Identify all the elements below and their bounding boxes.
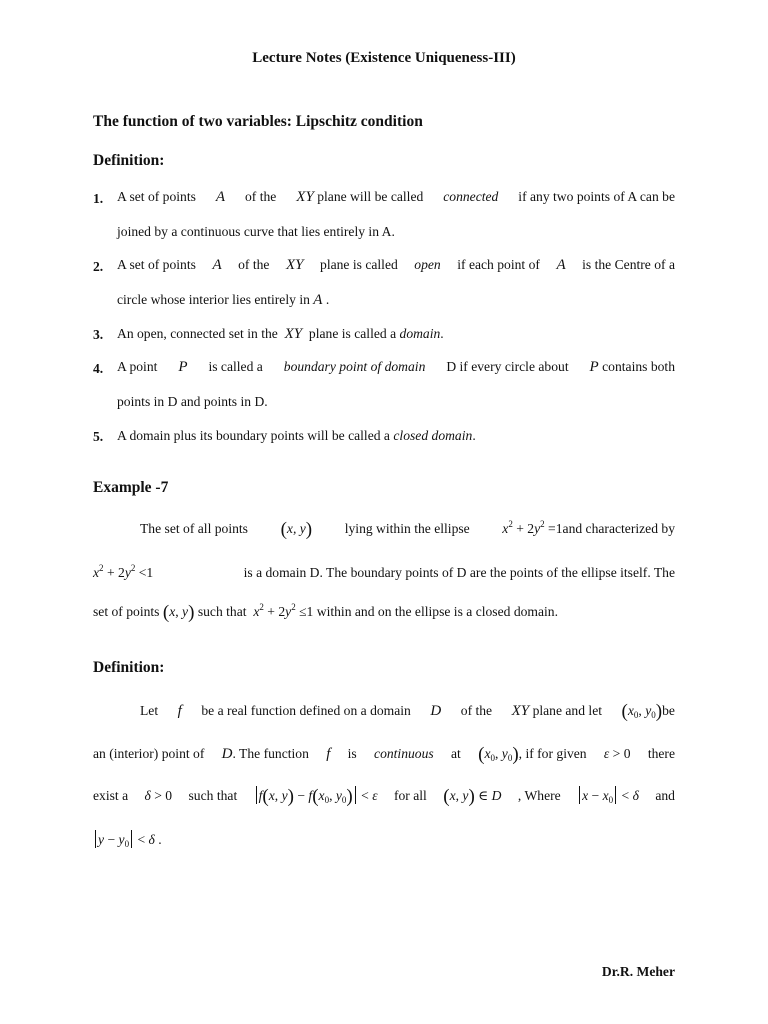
- item-number: 4.: [93, 361, 104, 376]
- definition-item-4: A point P is called a boundary point of domain D if every circle about P contains both: [117, 359, 675, 375]
- definition-heading-2: Definition:: [93, 659, 165, 676]
- math-symbol: XY: [296, 189, 314, 205]
- section-heading: The function of two variables: Lipschitz condition: [93, 113, 423, 130]
- math-symbol: A: [215, 189, 226, 205]
- definition2-line-1: Let f be a real function defined on a domain D of the XY plane and let ($x_0$, $y_0)be$: [140, 701, 675, 722]
- definition-item-3: An open, connected set in the XY plane is called a domain.: [117, 326, 444, 342]
- definition-item-2: A set of points A of the XY plane is called open if each point of A is the Centre of a: [117, 257, 675, 273]
- item-number: 1.: [93, 191, 104, 206]
- definition2-line-4: $y - y_0 < \delta$ .: [93, 830, 162, 849]
- math-expression: $x^2 + 2y^2 <1$: [93, 563, 154, 580]
- example-line-1: The set of all points (x, y) lying within the ellipse $x^2 + 2y^2 =1and$ characterized by: [140, 519, 675, 540]
- example-line-2: $x^2 + 2y^2 <1$ is a domain D. The boundary points of D are the points of the ellipse itself. The: [93, 563, 675, 580]
- definition-item-1: A set of points A of the XY plane will be called connected if any two points of A can be: [117, 189, 675, 205]
- example-heading: Example -7: [93, 479, 169, 496]
- definition-item-5: A domain plus its boundary points will be called a closed domain.: [117, 428, 476, 443]
- example-line-3: set of points (x, y) such that $x^2 + 2y^2 \le 1$ within and on the ellipse is a closed domain.: [93, 602, 558, 623]
- definition-item-4-continued: points in D and points in D.: [117, 394, 268, 409]
- definition-item-1-continued: joined by a continuous curve that lies entirely in A.: [117, 224, 395, 239]
- item-number: 3.: [93, 327, 104, 342]
- math-expression: (x, y): [280, 519, 313, 540]
- definition2-line-3: exist a δ > 0 such that f(x, $y) - f(x_0$, $y_0) < \varepsilon$ for all (x, y) ∈ D , Where $x - x_0 < \delta$ and: [93, 786, 675, 807]
- math-expression: f(x, $y) - f(x_0$, $y_0) < \varepsilon$: [254, 786, 378, 808]
- page-title: Lecture Notes (Existence Uniqueness-III): [252, 50, 516, 66]
- definition2-line-2: an (interior) point of D. The function f is continuous at ($x_0$, $y_0$), if for given ε > 0 there: [93, 744, 675, 765]
- item-number: 5.: [93, 429, 104, 444]
- definition-item-2-continued: circle whose interior lies entirely in A .: [117, 292, 330, 308]
- definition-heading: Definition:: [93, 152, 165, 169]
- author-signature: Dr.R. Meher: [601, 964, 675, 979]
- item-number: 2.: [93, 259, 104, 274]
- math-expression: $x^2 + 2y^2 =1and$ characterized by: [502, 519, 675, 536]
